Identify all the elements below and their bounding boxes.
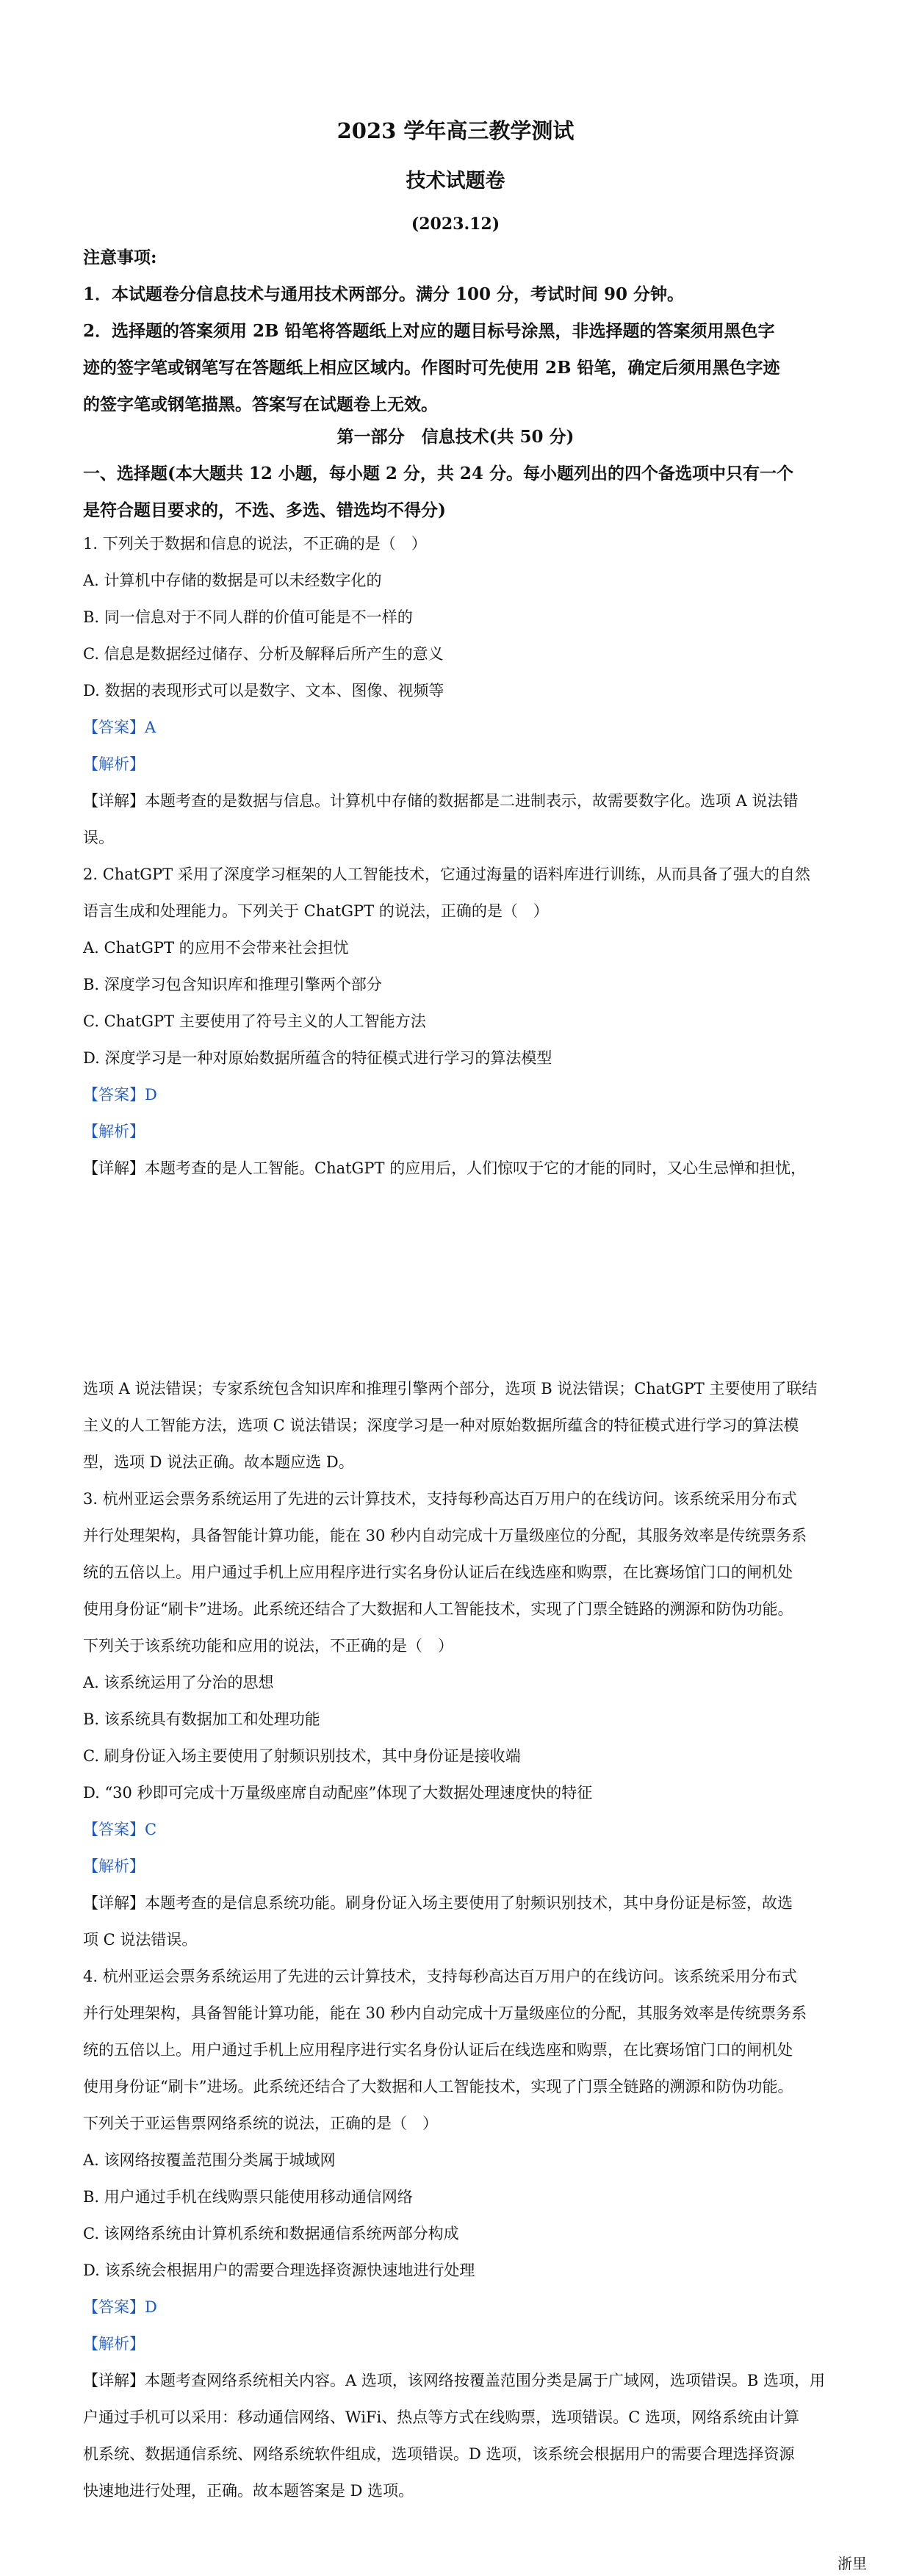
section-heading-line-1: 一、选择题(本大题共 12 小题，每小题 2 分，共 24 分。每小题列出的四个备选项中只有一个: [83, 464, 793, 483]
q1-analysis: 【解析】: [83, 755, 145, 773]
q3-stem-line-3: 统的五倍以上。用户通过手机上应用程序进行实名身份认证后在线选座和购票，在比赛场馆门口的闸机处: [83, 1564, 793, 1581]
q4-option-a: A. 该网络按覆盖范围分类属于城域网: [83, 2151, 336, 2169]
q2-detail-line-2: 选项 A 说法错误；专家系统包含知识库和推理引擎两个部分，选项 B 说法错误；ChatGPT 主要使用了联结: [83, 1380, 818, 1397]
q4-stem-line-1: 4. 杭州亚运会票务系统运用了先进的云计算技术，支持每秒高达百万用户的在线访问。该系统采用分布式: [83, 1968, 797, 1985]
q4-stem-line-4: 使用身份证“刷卡”进场。此系统还结合了大数据和人工智能技术，实现了门票全链路的溯源和防伪功能。: [83, 2078, 793, 2095]
note-2-line-3: 的签字笔或钢笔描黑。答案写在试题卷上无效。: [83, 395, 438, 414]
q4-option-b: B. 用户通过手机在线购票只能使用移动通信网络: [83, 2188, 413, 2206]
q2-option-b: B. 深度学习包含知识库和推理引擎两个部分: [83, 976, 382, 993]
footer-watermark: 浙里: [838, 2555, 867, 2572]
notes-heading: 注意事项:: [83, 248, 157, 267]
q3-option-a: A. 该系统运用了分治的思想: [83, 1674, 274, 1691]
note-1: 1．本试题卷分信息技术与通用技术两部分。满分 100 分，考试时间 90 分钟。: [83, 284, 685, 304]
q3-option-c: C. 刷身份证入场主要使用了射频识别技术，其中身份证是接收端: [83, 1747, 521, 1765]
q4-stem-line-5: 下列关于亚运售票网络系统的说法，正确的是（ ）: [83, 2115, 438, 2132]
q3-stem-line-4: 使用身份证“刷卡”进场。此系统还结合了大数据和人工智能技术，实现了门票全链路的溯源和防伪功能。: [83, 1600, 793, 1618]
q4-stem-line-2: 并行处理架构，具备智能计算功能，能在 30 秒内自动完成十万量级座位的分配，其服务效率是传统票务系: [83, 2004, 807, 2022]
q3-analysis: 【解析】: [83, 1857, 145, 1875]
q2-detail-line-3: 主义的人工智能方法，选项 C 说法错误；深度学习是一种对原始数据所蕴含的特征模式进行学习的算法模: [83, 1417, 799, 1434]
q3-stem-line-2: 并行处理架构，具备智能计算功能，能在 30 秒内自动完成十万量级座位的分配，其服务效率是传统票务系: [83, 1527, 807, 1544]
q4-detail-line-3: 机系统、数据通信系统、网络系统软件组成，选项错误。D 选项，该系统会根据用户的需要合理选择资源: [83, 2445, 795, 2463]
section-heading-line-2: 是符合题目要求的，不选、多选、错选均不得分): [83, 500, 446, 520]
q2-option-c: C. ChatGPT 主要使用了符号主义的人工智能方法: [83, 1012, 426, 1030]
q4-detail-line-2: 户通过手机可以采用：移动通信网络、WiFi、热点等方式在线购票，选项错误。C 选项，网络系统由计算: [83, 2408, 799, 2426]
q4-option-c: C. 该网络系统由计算机系统和数据通信系统两部分构成: [83, 2225, 459, 2242]
q3-option-b: B. 该系统具有数据加工和处理功能: [83, 1710, 320, 1728]
q1-detail-line-2: 误。: [83, 829, 114, 846]
q2-answer: 【答案】D: [83, 1086, 157, 1104]
q2-option-d: D. 深度学习是一种对原始数据所蕴含的特征模式进行学习的算法模型: [83, 1049, 552, 1067]
q1-option-d: D. 数据的表现形式可以是数字、文本、图像、视频等: [83, 682, 444, 699]
q4-analysis: 【解析】: [83, 2335, 145, 2353]
q4-option-d: D. 该系统会根据用户的需要合理选择资源快速地进行处理: [83, 2262, 475, 2279]
q3-option-d: D. “30 秒即可完成十万量级座席自动配座”体现了大数据处理速度快的特征: [83, 1784, 593, 1802]
q3-detail-line-2: 项 C 说法错误。: [83, 1931, 198, 1949]
exam-title: 2023 学年高三教学测试: [336, 118, 575, 143]
part1-title: 第一部分 信息技术(共 50 分): [336, 427, 575, 447]
q2-detail-line-4: 型，选项 D 说法正确。故本题应选 D。: [83, 1453, 354, 1471]
q4-answer: 【答案】D: [83, 2298, 157, 2316]
q1-detail-line-1: 【详解】本题考查的是数据与信息。计算机中存储的数据都是二进制表示，故需要数字化。选项 A 说法错: [83, 792, 799, 810]
exam-subtitle: 技术试题卷: [406, 170, 505, 193]
q2-stem-line-1: 2. ChatGPT 采用了深度学习框架的人工智能技术，它通过海量的语料库进行训练，从而具备了强大的自然: [83, 866, 810, 883]
q2-analysis: 【解析】: [83, 1123, 145, 1140]
q2-stem-line-2: 语言生成和处理能力。下列关于 ChatGPT 的说法，正确的是（ ）: [83, 902, 549, 920]
q1-option-b: B. 同一信息对于不同人群的价值可能是不一样的: [83, 608, 413, 626]
q3-stem-line-1: 3. 杭州亚运会票务系统运用了先进的云计算技术，支持每秒高达百万用户的在线访问。该系统采用分布式: [83, 1490, 797, 1508]
q3-answer: 【答案】C: [83, 1821, 157, 1838]
q1-option-a: A. 计算机中存储的数据是可以未经数字化的: [83, 572, 382, 589]
q1-answer: 【答案】A: [83, 719, 156, 736]
note-2-line-1: 2．选择题的答案须用 2B 铅笔将答题纸上对应的题目标号涂黑，非选择题的答案须用黑色字: [83, 321, 775, 341]
q2-detail-line-1: 【详解】本题考查的是人工智能。ChatGPT 的应用后，人们惊叹于它的才能的同时，又心生忌惮和担忧，: [83, 1159, 807, 1177]
q4-detail-line-1: 【详解】本题考查网络系统相关内容。A 选项，该网络按覆盖范围分类是属于广域网，选项错误。B 选项，用: [83, 2372, 825, 2389]
q4-stem-line-3: 统的五倍以上。用户通过手机上应用程序进行实名身份认证后在线选座和购票，在比赛场馆门口的闸机处: [83, 2041, 793, 2059]
q1-option-c: C. 信息是数据经过储存、分析及解释后所产生的意义: [83, 645, 444, 663]
q2-option-a: A. ChatGPT 的应用不会带来社会担忧: [83, 939, 349, 957]
q3-stem-line-5: 下列关于该系统功能和应用的说法，不正确的是（ ）: [83, 1637, 453, 1655]
q3-detail-line-1: 【详解】本题考查的是信息系统功能。刷身份证入场主要使用了射频识别技术，其中身份证是标签，故选: [83, 1894, 793, 1912]
exam-date: (2023.12): [411, 215, 500, 234]
q1-stem: 1. 下列关于数据和信息的说法，不正确的是（ ）: [83, 535, 427, 553]
q4-detail-line-4: 快速地进行处理，正确。故本题答案是 D 选项。: [83, 2482, 414, 2500]
note-2-line-2: 迹的签字笔或钢笔写在答题纸上相应区域内。作图时可先使用 2B 铅笔，确定后须用黑色字迹: [83, 358, 780, 378]
